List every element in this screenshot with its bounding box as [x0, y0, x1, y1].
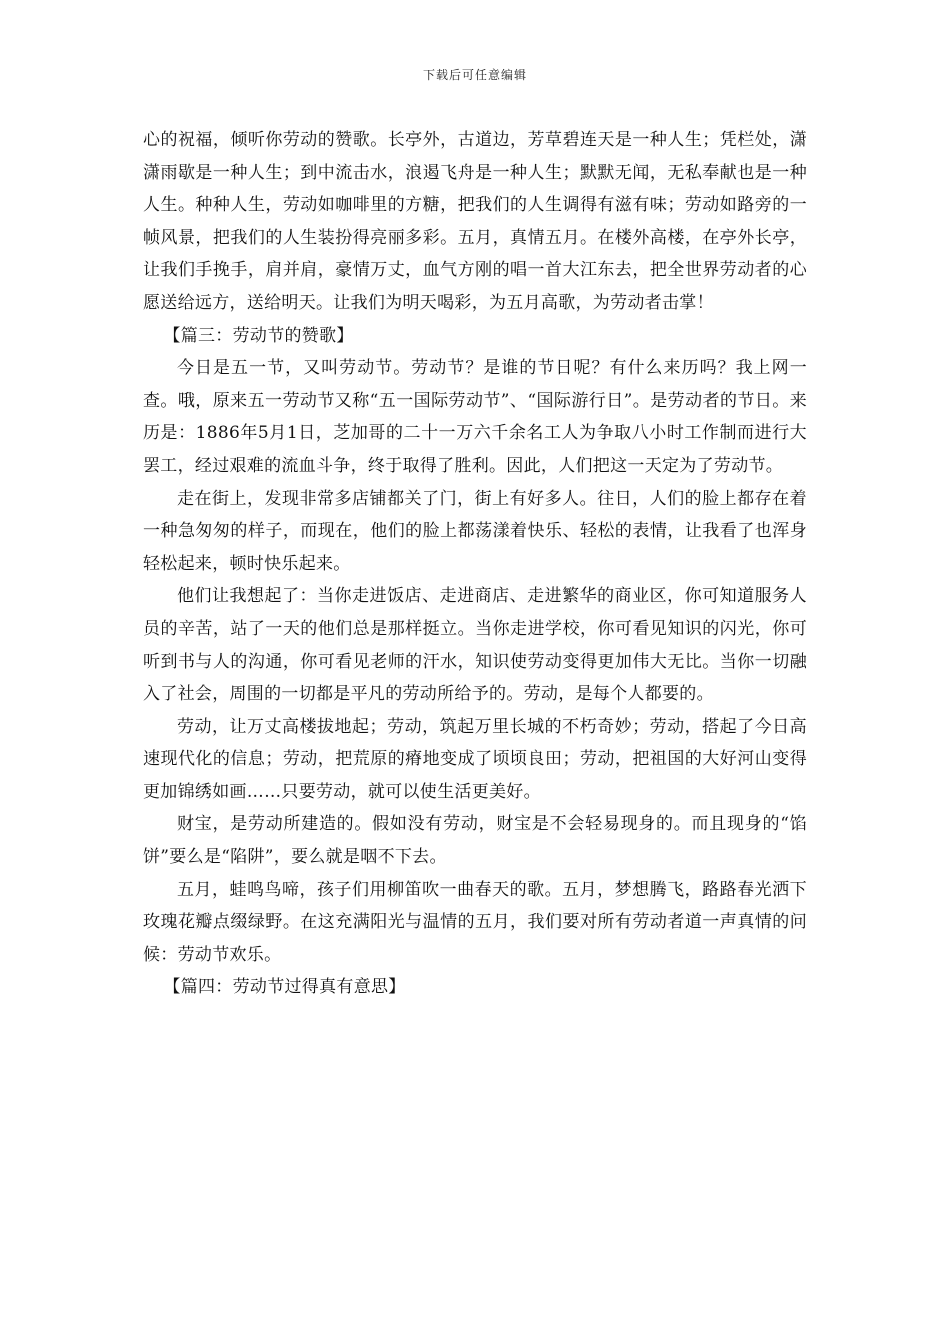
paragraph-continuation: 心的祝福，倾听你劳动的赞歌。长亭外，古道边，芳草碧连天是一种人生；凭栏处，潇潇雨歇是一种人生；到中流击水，浪遏飞舟是一种人生；默默无闻，无私奉献也是一种人生。种种人生，劳动如咖啡里的方糖，把我们的人生调得有滋有味；劳动如路旁的一帧风景，把我们的人生装扮得亮丽多彩。五月，真情五月。在楼外高楼，在亭外长亭，让我们手挽手，肩并肩，豪情万丈，血气方刚的唱一首大江东去，把全世界劳动者的心愿送给远方，送给明天。让我们为明天喝彩，为五月高歌，为劳动者击掌！	[143, 130, 807, 313]
section-heading-4: 【篇四：劳动节过得真有意思】	[163, 977, 406, 998]
paragraph: 走在街上，发现非常多店铺都关了门，街上有好多人。往日，人们的脸上都存在着一种急匆匆的样子，而现在，他们的脸上都荡漾着快乐、轻松的表情，让我看了也浑身轻松起来，顿时快乐起来。	[143, 488, 807, 574]
paragraph: 五月，蛙鸣鸟啼，孩子们用柳笛吹一曲春天的歌。五月，梦想腾飞，路路春光洒下玫瑰花瓣点缀绿野。在这充满阳光与温情的五月，我们要对所有劳动者道一声真情的问候：劳动节欢乐。	[143, 879, 807, 965]
paragraph: 他们让我想起了：当你走进饭店、走进商店、走进繁华的商业区，你可知道服务人员的辛苦，站了一天的他们总是那样挺立。当你走进学校，你可看见知识的闪光，你可听到书与人的沟通，你可看见老师的汗水，知识使劳动变得更加伟大无比。当你一切融入了社会，周围的一切都是平凡的劳动所给予的。劳动，是每个人都要的。	[143, 586, 807, 705]
paragraph: 劳动，让万丈高楼拔地起；劳动，筑起万里长城的不朽奇妙；劳动，搭起了今日高速现代化的信息；劳动，把荒原的瘠地变成了顷顷良田；劳动，把祖国的大好河山变得更加锦绣如画……只要劳动，就可以使生活更美好。	[143, 716, 807, 802]
page-header: 下载后可任意编辑	[422, 68, 527, 82]
section-heading-3: 【篇三：劳动节的赞歌】	[163, 325, 354, 346]
paragraph: 财宝，是劳动所建造的。假如没有劳动，财宝是不会轻易现身的。而且现身的“馅饼”要么是“陷阱”，要么就是咽不下去。	[143, 814, 807, 868]
paragraph: 今日是五一节，又叫劳动节。劳动节？是谁的节日呢？有什么来历吗？我上网一查。哦，原来五一劳动节又称“五一国际劳动节”、“国际游行日”。是劳动者的节日。来历是：1886年5月1日，芝加哥的二十一万六千余名工人为争取八小时工作制而进行大罢工，经过艰难的流血斗争，终于取得了胜利。因此，人们把这一天定为了劳动节。	[143, 358, 807, 476]
document-body	[143, 124, 807, 1004]
